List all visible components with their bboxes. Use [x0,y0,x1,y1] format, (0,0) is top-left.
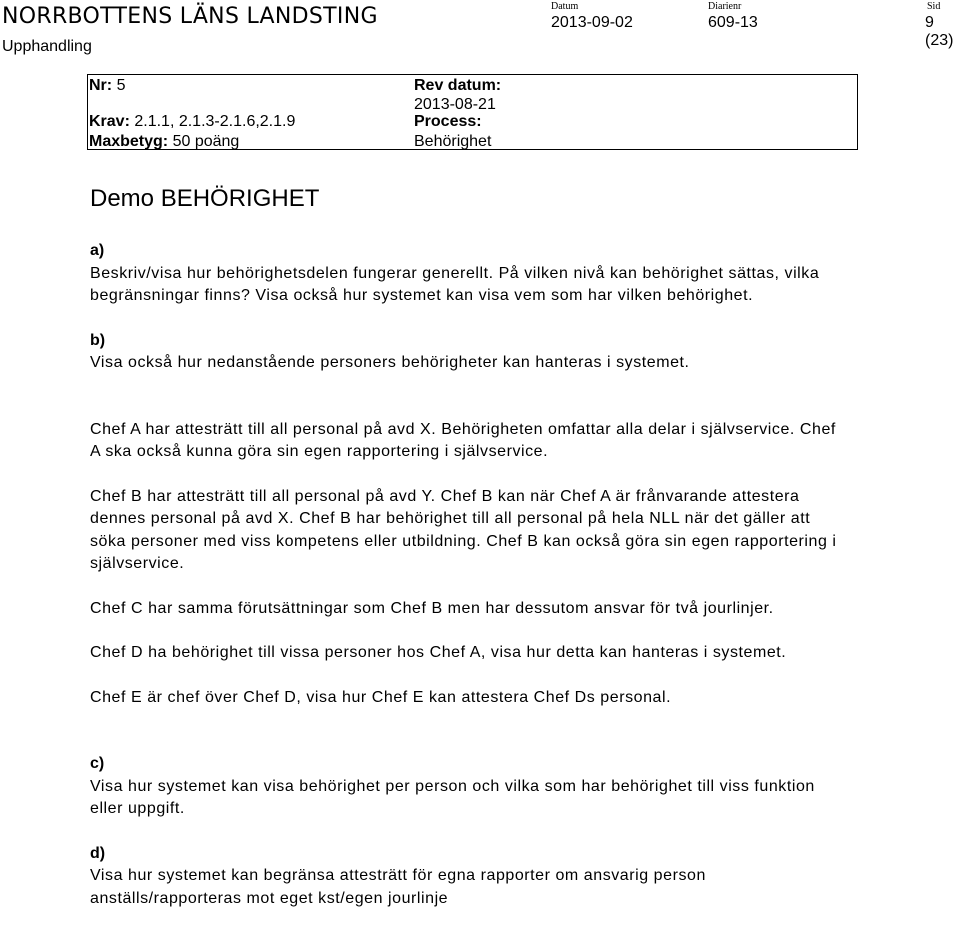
maxbetyg-value: 50 poäng [172,133,240,150]
chef-d-paragraph: Chef D ha behörighet till vissa personer hos Chef A, visa hur detta kan hanteras i systemet. [90,644,787,661]
nr-value: 5 [116,77,126,94]
section-title: Demo BEHÖRIGHET [90,185,320,212]
maxbetyg-row [89,132,239,152]
maxbetyg-label: Maxbetyg: [89,133,169,150]
item-c-label: c) [90,755,105,772]
requirement-body [90,240,850,910]
chef-e-paragraph: Chef E är chef över Chef D, visa hur Chef E kan attestera Chef Ds personal. [90,688,672,706]
krav-value: 2.1.1, 2.1.3-2.1.6,2.1.9 [134,113,296,130]
item-d-label: d) [90,844,106,862]
requirement-info-box [87,74,858,150]
item-c-text: Visa hur systemet kan visa behörighet per person och vilka som har behörighet till viss funktion eller uppgift. [90,777,815,817]
diarienr-label: Diarienr [708,1,742,12]
item-b-label: b) [90,331,106,349]
revdatum-value: 2013-08-21 [414,96,496,113]
item-b-text: Visa också hur nedanstående personers behörigheter kan hanteras i systemet. [90,354,690,371]
date-label: Datum [551,1,579,12]
item-a-label: a) [90,242,105,259]
revdatum-label [414,76,501,96]
krav-label: Krav: [89,113,130,130]
item-d-text: Visa hur systemet kan begränsa attesträtt för egna rapporter om ansvarig person anställs/rapporteras mot eget kst/egen jourlinje [90,867,706,907]
sid-value: 9 (23) [925,14,954,49]
process-label-text: Process: [414,113,482,130]
krav-row [89,112,295,132]
item-a-text: Beskriv/visa hur behörighetsdelen fungerar generellt. På vilken nivå kan behörighet sättas, vilka begränsningar finns? Visa också hur systemet kan visa vem som har vilken behörighet. [90,264,820,304]
chef-c-paragraph: Chef C har samma förutsättningar som Chef B men har dessutom ansvar för två jourlinjer. [90,599,774,617]
organization-name: NORRBOTTENS LÄNS LANDSTING [2,4,378,29]
sid-label: Sid [927,1,941,12]
department-name: Upphandling [2,38,92,55]
chef-b-paragraph: Chef B har attesträtt till all personal på avd Y. Chef B kan när Chef A är frånvarande attestera dennes personal på avd X. Chef B har behörighet till all personal på hela NLL när det gäller att söka personer med viss kompetens eller utbildning. Chef B kan också göra sin egen rapportering i självservice. [90,487,837,572]
diarienr-value: 609-13 [708,14,758,31]
nr-label: Nr: [89,77,113,94]
process-label [414,112,482,132]
process-value: Behörighet [414,133,492,150]
date-value: 2013-09-02 [551,14,633,31]
revdatum-label-text: Rev datum: [414,77,502,94]
nr-row [89,76,125,96]
chef-a-paragraph: Chef A har attesträtt till all personal på avd X. Behörigheten omfattar alla delar i självservice. Chef A ska också kunna göra sin egen rapportering i självservice. [90,420,836,460]
